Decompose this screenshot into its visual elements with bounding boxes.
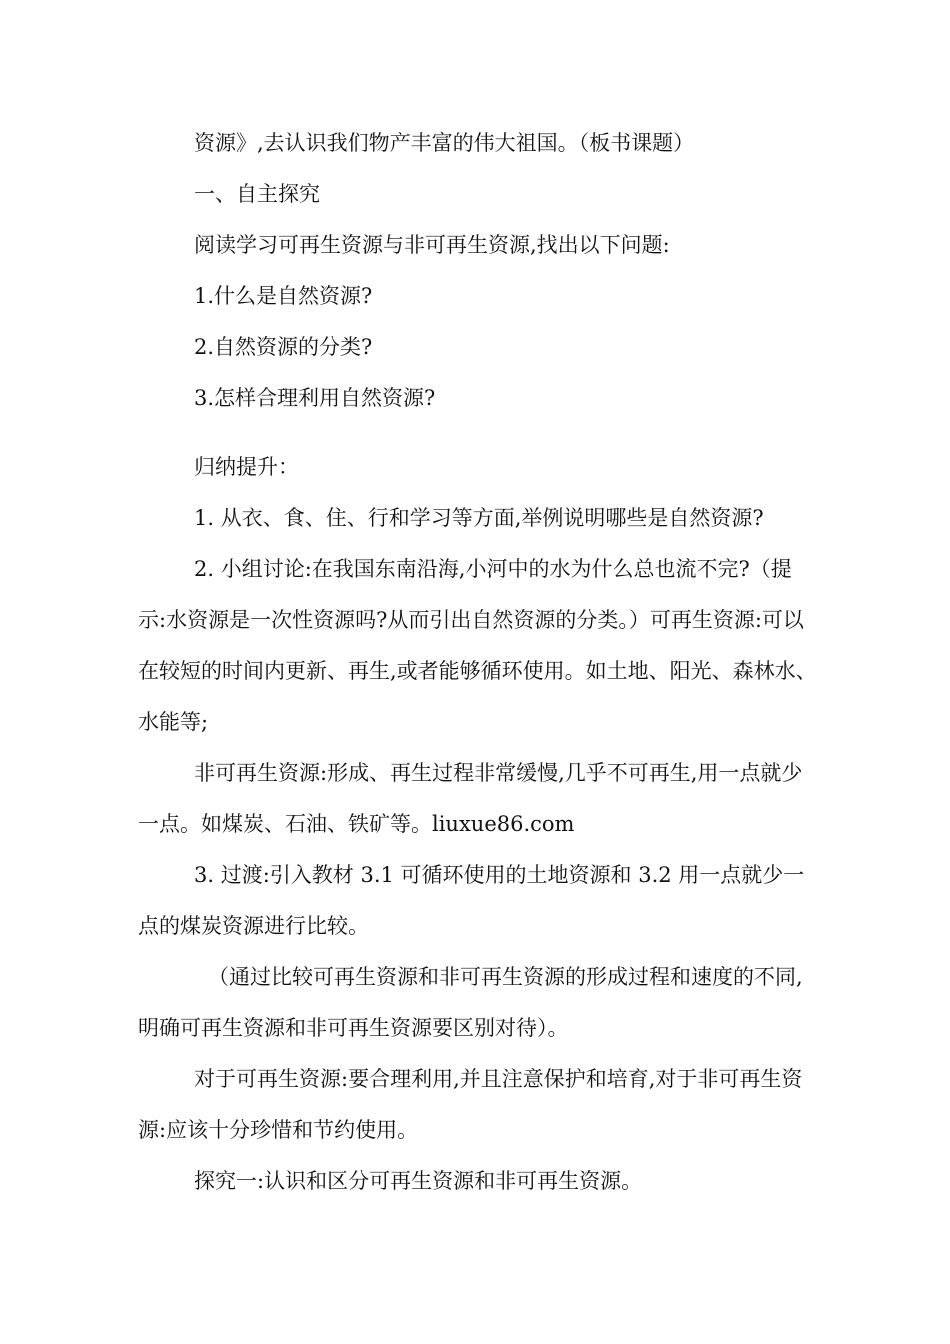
comparison-note: （通过比较可再生资源和非可再生资源的形成过程和速度的不同,明确可再生资源和非可再生资源要区别对待）。 (138, 965, 803, 1040)
summary-item-3: 3. 过渡:引入教材 3.1 可循环使用的土地资源和 3.2 用一点就少一点的煤炭资源进行比较。 (138, 863, 805, 938)
section-heading-self-inquiry: 一、自主探究 (194, 182, 320, 206)
paragraph-3: 阅读学习可再生资源与非可再生资源,找出以下问题: (194, 233, 670, 257)
question-3: 3.怎样合理利用自然资源? (194, 386, 436, 410)
summary-item-2: 2. 小组讨论:在我国东南沿海,小河中的水为什么总也流不完?（提示:水资源是一次性资源吗?从而引出自然资源的分类。）可再生资源:可以在较短的时间内更新、再生,或者能够循环使用。如土地、阳光、森林水、水能等; (138, 557, 817, 734)
document-body (138, 118, 818, 1207)
spacer (138, 424, 818, 442)
paragraph-1: 资源》,去认识我们物产丰富的伟大祖国。（板书课题） (194, 131, 695, 155)
question-1: 1.什么是自然资源? (194, 284, 373, 308)
usage-guidance: 对于可再生资源:要合理利用,并且注意保护和培育,对于非可再生资源:应该十分珍惜和节约使用。 (138, 1067, 803, 1142)
summary-item-1: 1. 从衣、食、住、行和学习等方面,举例说明哪些是自然资源? (194, 506, 764, 530)
non-renewable-definition: 非可再生资源:形成、再生过程非常缓慢,几乎不可再生,用一点就少一点。如煤炭、石油、铁矿等。liuxue86.com (138, 761, 803, 836)
question-2: 2.自然资源的分类? (194, 335, 373, 359)
section-heading-summary: 归纳提升： (194, 455, 299, 479)
inquiry-1-heading: 探究一:认识和区分可再生资源和非可再生资源。 (194, 1169, 643, 1193)
